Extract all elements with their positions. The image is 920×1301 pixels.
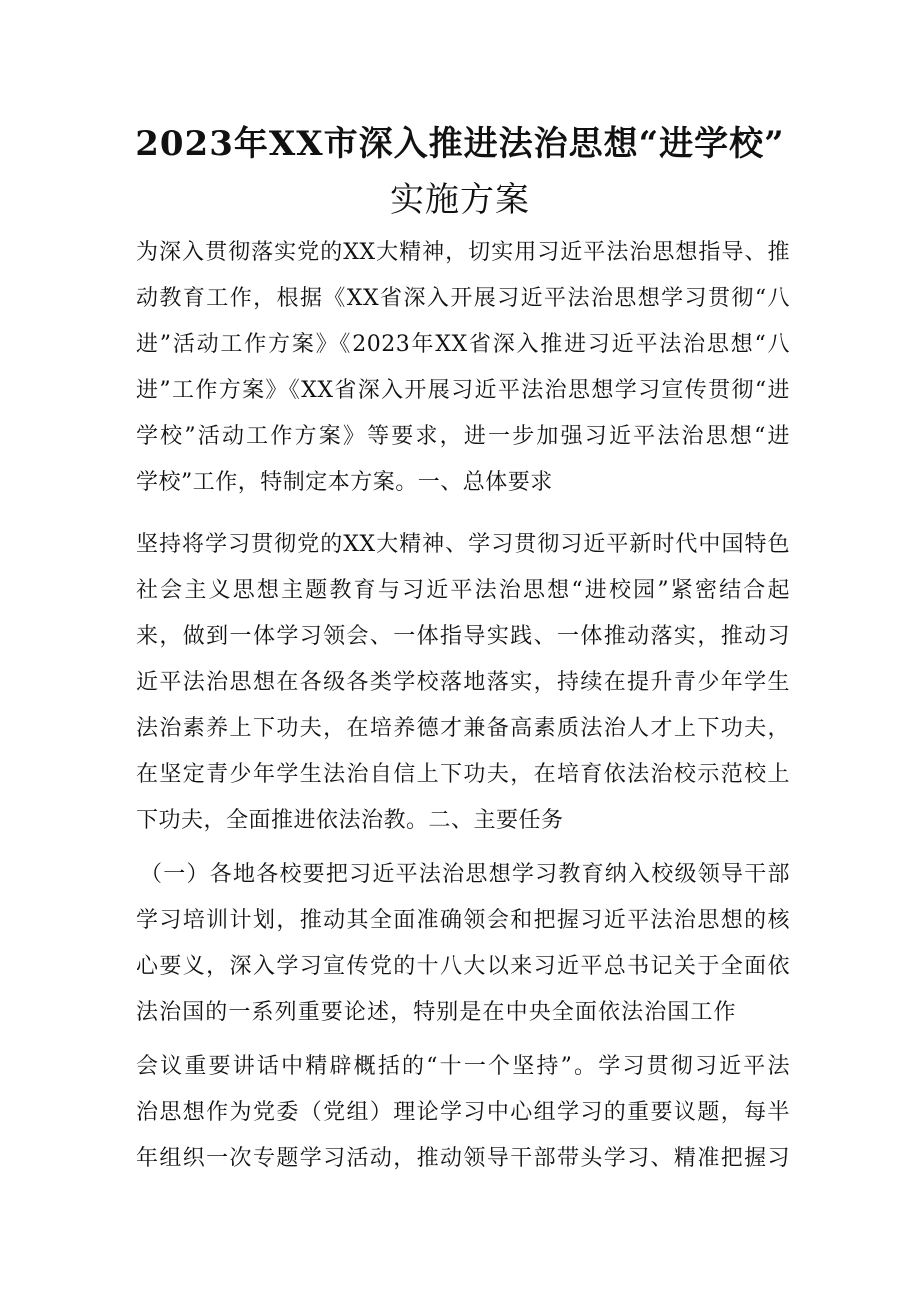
paragraph-line: 进”活动工作方案》《2023年XX省深入推进习近平法治思想“八: [136, 332, 790, 357]
document-title-line-1: 2023年XX市深入推进法治思想“进学校”: [135, 124, 785, 164]
paragraph-line: 会议重要讲话中精辟概括的“十一个坚持”。学习贯彻习近平法: [136, 1054, 790, 1079]
paragraph-line: 法治国的一系列重要论述，特别是在中央全面依法治国工作: [136, 1000, 736, 1025]
paragraph-line: 治思想作为党委（党组）理论学习中心组学习的重要议题，每半: [136, 1100, 790, 1125]
paragraph-line: 为深入贯彻落实党的XX大精神，切实用习近平法治思想指导、推: [136, 240, 790, 265]
paragraph-line: 在坚定青少年学生法治自信上下功夫，在培育依法治校示范校上: [136, 762, 790, 787]
paragraph-line: （一）各地各校要把习近平法治思想学习教育纳入校级领导干部: [140, 862, 790, 887]
paragraph-line: 来，做到一体学习领会、一体指导实践、一体推动落实，推动习: [136, 624, 790, 649]
paragraph-line: 社会主义思想主题教育与习近平法治思想“进校园”紧密结合起: [136, 578, 790, 603]
paragraph-line: 学校”活动工作方案》等要求，进一步加强习近平法治思想“进: [136, 424, 790, 449]
paragraph-line: 学习培训计划，推动其全面准确领会和把握习近平法治思想的核: [136, 908, 790, 933]
paragraph-line: 下功夫，全面推进依法治教。二、主要任务: [136, 808, 564, 833]
paragraph-line: 学校”工作，特制定本方案。一、总体要求: [136, 470, 553, 495]
paragraph-line: 近平法治思想在各级各类学校落地落实，持续在提升青少年学生: [136, 670, 790, 695]
paragraph-line: 坚持将学习贯彻党的XX大精神、学习贯彻习近平新时代中国特色: [136, 532, 790, 557]
paragraph-line: 进”工作方案》《XX省深入开展习近平法治思想学习宣传贯彻“进: [136, 378, 790, 403]
paragraph-line: 法治素养上下功夫，在培养德才兼备高素质法治人才上下功夫，: [136, 716, 790, 741]
paragraph-line: 动教育工作，根据《XX省深入开展习近平法治思想学习贯彻“八: [136, 286, 790, 311]
document-title-line-2: 实施方案: [390, 180, 530, 220]
paragraph-line: 年组织一次专题学习活动，推动领导干部带头学习、精准把握习: [136, 1146, 790, 1171]
paragraph-line: 心要义，深入学习宣传党的十八大以来习近平总书记关于全面依: [136, 954, 790, 979]
